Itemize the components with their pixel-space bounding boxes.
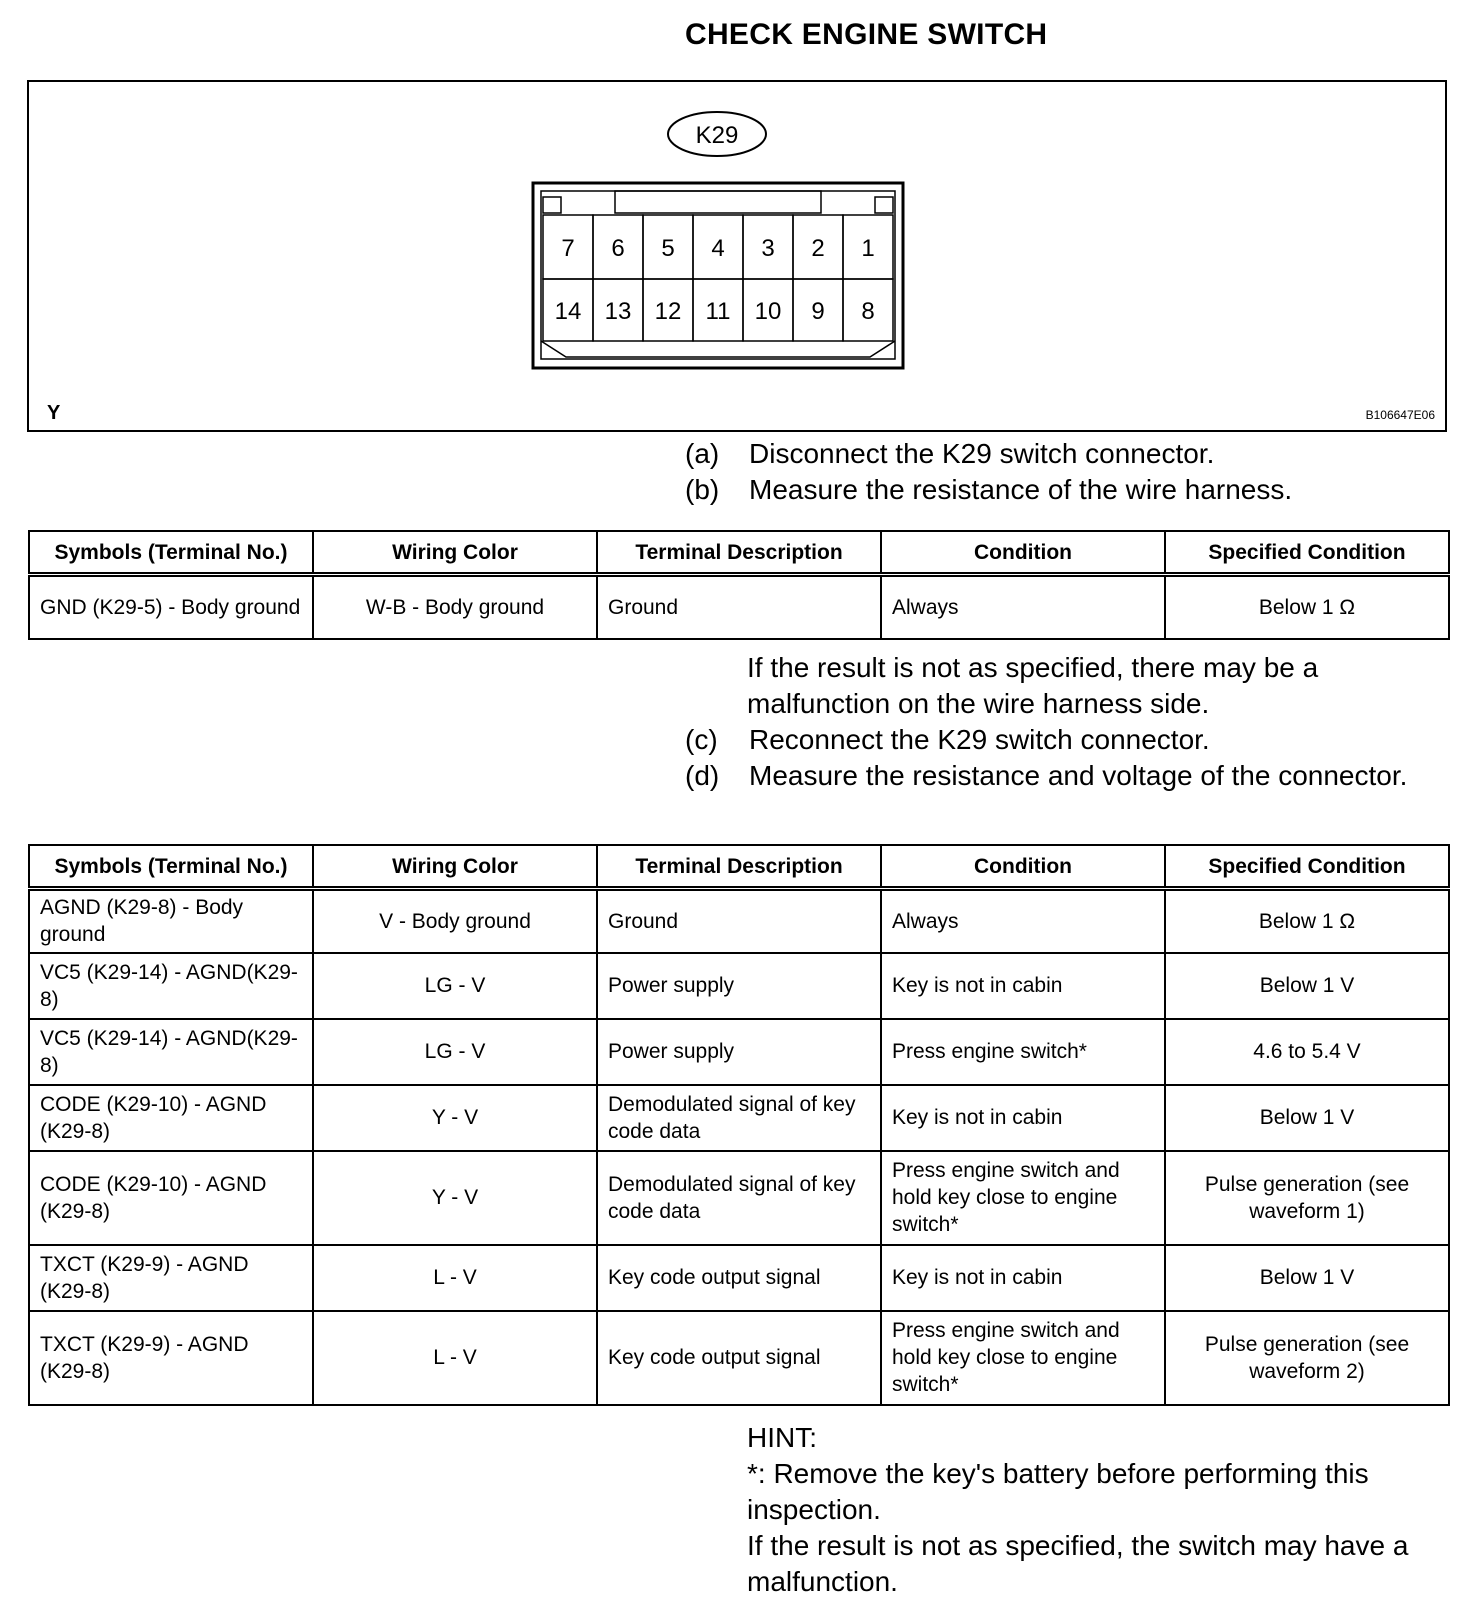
table-cell: VC5 (K29-14) - AGND(K29-8) — [29, 1019, 313, 1085]
table-cell: Y - V — [313, 1085, 597, 1151]
hint-heading: HINT: — [747, 1422, 817, 1453]
pin-number: 8 — [861, 298, 875, 325]
pin-number: 11 — [705, 298, 731, 325]
table-cell: Below 1 V — [1165, 1085, 1449, 1151]
table-cell: CODE (K29-10) - AGND (K29-8) — [29, 1085, 313, 1151]
table-cell: Below 1 Ω — [1165, 575, 1449, 639]
table-row — [29, 1019, 1449, 1085]
column-header: Condition — [881, 845, 1165, 889]
table-cell: L - V — [313, 1311, 597, 1405]
table-row — [29, 953, 1449, 1019]
pin-number: 3 — [761, 235, 775, 262]
table-row — [29, 1245, 1449, 1311]
resistance-table-harness — [28, 530, 1450, 640]
pin-number: 7 — [561, 235, 575, 262]
table-row — [29, 575, 1449, 639]
table-cell: CODE (K29-10) - AGND (K29-8) — [29, 1151, 313, 1245]
pin-number: 14 — [554, 298, 582, 325]
table-cell: Press engine switch and hold key close to engine switch* — [881, 1151, 1165, 1245]
table-cell: Key code output signal — [597, 1311, 881, 1405]
hint-line-2: If the result is not as specified, the switch may have a malfunction. — [747, 1530, 1409, 1597]
column-header: Terminal Description — [597, 531, 881, 575]
pin-number: 2 — [811, 235, 825, 262]
note-harness-result: If the result is not as specified, there may be a malfunction on the wire harness side. — [747, 652, 1319, 719]
table-cell: VC5 (K29-14) - AGND(K29-8) — [29, 953, 313, 1019]
table-cell: Power supply — [597, 1019, 881, 1085]
connector-label: K29 — [695, 122, 739, 149]
step-label: (b) — [685, 474, 720, 505]
column-header: Specified Condition — [1165, 531, 1449, 575]
pin-number: 6 — [611, 235, 625, 262]
step-text: Disconnect the K29 switch connector. — [749, 438, 1215, 469]
column-header: Wiring Color — [313, 845, 597, 889]
resistance-voltage-table — [28, 844, 1450, 1406]
step-text: Measure the resistance and voltage of the connector. — [749, 760, 1408, 791]
connector-diagram — [29, 82, 1445, 430]
column-header: Specified Condition — [1165, 845, 1449, 889]
table-cell: V - Body ground — [313, 889, 597, 953]
figure-corner-letter: Y — [47, 402, 61, 424]
table-cell: LG - V — [313, 1019, 597, 1085]
pin-number: 5 — [661, 235, 675, 262]
table-cell: Always — [881, 889, 1165, 953]
table-cell: GND (K29-5) - Body ground — [29, 575, 313, 639]
pin-number: 1 — [861, 235, 875, 262]
column-header: Terminal Description — [597, 845, 881, 889]
step-text: Reconnect the K29 switch connector. — [749, 724, 1210, 755]
table-cell: Demodulated signal of key code data — [597, 1085, 881, 1151]
column-header: Wiring Color — [313, 531, 597, 575]
table-cell: LG - V — [313, 953, 597, 1019]
step-label: (d) — [685, 760, 720, 791]
step-label: (c) — [685, 724, 718, 755]
column-header: Symbols (Terminal No.) — [29, 845, 313, 889]
table-row — [29, 889, 1449, 953]
table-cell: Press engine switch and hold key close to engine switch* — [881, 1311, 1165, 1405]
table-cell: Below 1 V — [1165, 1245, 1449, 1311]
step-text: Measure the resistance of the wire harness. — [749, 474, 1293, 505]
figure-image-code: B106647E06 — [1365, 408, 1435, 422]
table-cell: Key is not in cabin — [881, 1085, 1165, 1151]
table-cell: Demodulated signal of key code data — [597, 1151, 881, 1245]
table-row — [29, 1085, 1449, 1151]
table-cell: Ground — [597, 575, 881, 639]
table-cell: Key is not in cabin — [881, 953, 1165, 1019]
table-cell: Ground — [597, 889, 881, 953]
table-cell: Pulse generation (see waveform 2) — [1165, 1311, 1449, 1405]
table-cell: Power supply — [597, 953, 881, 1019]
pin-number: 13 — [604, 298, 632, 325]
pin-number: 9 — [811, 298, 825, 325]
table-cell: Key code output signal — [597, 1245, 881, 1311]
column-header: Symbols (Terminal No.) — [29, 531, 313, 575]
table-cell: Press engine switch* — [881, 1019, 1165, 1085]
page-title: CHECK ENGINE SWITCH — [685, 18, 1048, 51]
table-header-row — [29, 845, 1449, 889]
table-cell: W-B - Body ground — [313, 575, 597, 639]
table-cell: Key is not in cabin — [881, 1245, 1165, 1311]
table-cell: Always — [881, 575, 1165, 639]
connector-figure — [27, 80, 1447, 432]
table-row — [29, 1151, 1449, 1245]
hint-line-1: *: Remove the key's battery before performing this inspection. — [747, 1458, 1369, 1525]
pin-grid — [543, 215, 893, 341]
table-cell: Below 1 V — [1165, 953, 1449, 1019]
table-header-row — [29, 531, 1449, 575]
step-label: (a) — [685, 438, 720, 469]
table-cell: TXCT (K29-9) - AGND (K29-8) — [29, 1245, 313, 1311]
pin-number: 12 — [654, 298, 682, 325]
table-cell: L - V — [313, 1245, 597, 1311]
table-cell: TXCT (K29-9) - AGND (K29-8) — [29, 1311, 313, 1405]
table-row — [29, 1311, 1449, 1405]
table-cell: Y - V — [313, 1151, 597, 1245]
pin-number: 10 — [754, 298, 782, 325]
table-cell: Pulse generation (see waveform 1) — [1165, 1151, 1449, 1245]
table-cell: Below 1 Ω — [1165, 889, 1449, 953]
table-cell: AGND (K29-8) - Body ground — [29, 889, 313, 953]
table-cell: 4.6 to 5.4 V — [1165, 1019, 1449, 1085]
column-header: Condition — [881, 531, 1165, 575]
pin-number: 4 — [711, 235, 725, 262]
